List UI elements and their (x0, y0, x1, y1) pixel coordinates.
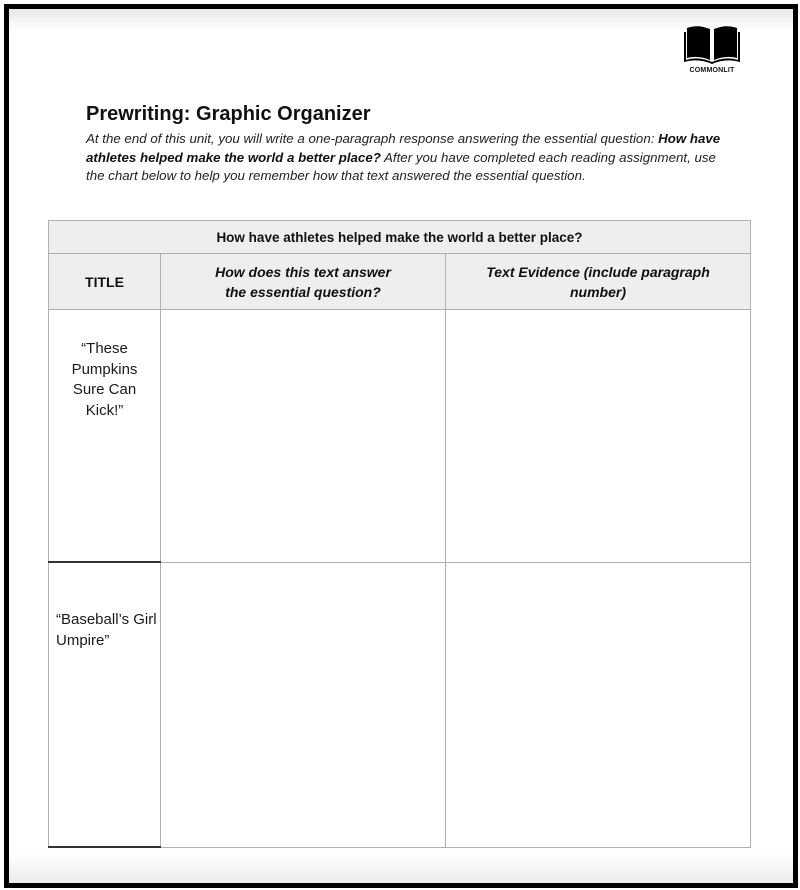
title-cell (49, 562, 161, 847)
essential-question-header: How have athletes helped make the world a better place? (49, 221, 751, 254)
table-row (49, 310, 751, 563)
commonlit-logo (680, 24, 744, 78)
answer-cell[interactable] (161, 562, 446, 847)
column-header-title: TITLE (49, 254, 161, 310)
column-header-row (49, 254, 751, 310)
table-row (49, 562, 751, 847)
page-title: Prewriting: Graphic Organizer (86, 103, 371, 125)
column-header-answer (161, 254, 446, 310)
bottom-shadow (9, 853, 793, 883)
instructions-paragraph (86, 130, 726, 186)
top-shadow (9, 9, 793, 31)
graphic-organizer-table (48, 220, 751, 848)
instructions-text-2: After you have completed each reading assignment, use the chart below to help you remember how that text answered the essential question. (86, 149, 716, 183)
evidence-cell[interactable] (446, 562, 751, 847)
column-header-answer-text: How does this text answer the essential question? (215, 263, 391, 300)
title-cell (49, 310, 161, 563)
answer-cell[interactable] (161, 310, 446, 563)
essential-question-inline: How have athletes helped make the world a better place? (86, 131, 721, 165)
instructions-text-1: At the end of this unit, you will write a one-paragraph response answering the essential question: (86, 131, 659, 146)
column-header-evidence (446, 254, 751, 310)
brand-name: COMMONLIT (689, 67, 735, 74)
essential-question-row (49, 221, 751, 254)
text-title: “These Pumpkins Sure Can Kick!” (71, 340, 138, 419)
text-title: “Baseball’s Girl Umpire” (56, 611, 157, 649)
column-header-evidence-text: Text Evidence (include paragraph number) (486, 263, 710, 300)
open-book-icon (683, 24, 741, 66)
evidence-cell[interactable] (446, 310, 751, 563)
